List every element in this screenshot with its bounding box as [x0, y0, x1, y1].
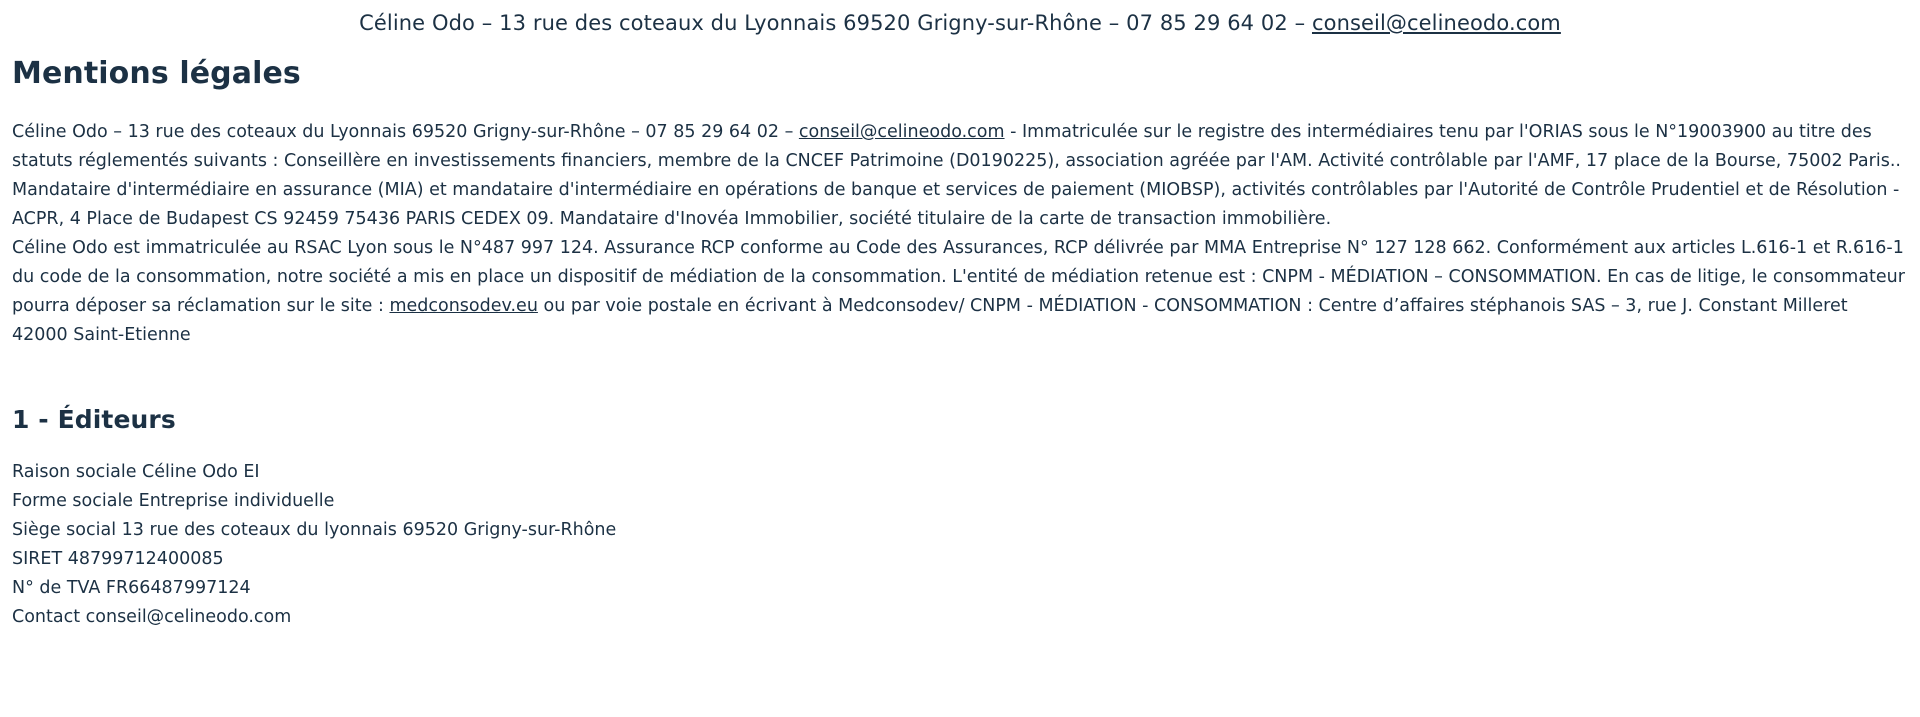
mediation-site-link[interactable]: medconsodev.eu	[389, 296, 538, 316]
list-item: Contact conseil@celineodo.com	[12, 607, 292, 627]
list-item: Siège social 13 rue des coteaux du lyonnais 69520 Grigny-sur-Rhône	[12, 520, 617, 540]
section-spacer	[12, 350, 1908, 404]
mediation-paragraph-text	[12, 234, 1908, 350]
intro-paragraph	[12, 118, 1908, 350]
intro-email-link[interactable]: conseil@celineodo.com	[798, 122, 1005, 142]
list-item: SIRET 48799712400085	[12, 549, 224, 569]
editeurs-info-list	[12, 458, 1908, 632]
contact-email-link[interactable]: conseil@celineodo.com	[1311, 11, 1561, 35]
intro-segment-2: - Immatriculée sur le registre des intermédiaires tenu par l'ORIAS sous le N°19003900 au titre des statuts réglementés suivants : Conseillère en investissements financiers, membre de la CNCEF Patrimoine (D0190225), association agréée par l'AM. Activité contrôlable par l'AMF, 17 place de la Bourse, 75002 Paris.. Mandataire d'intermédiaire en assurance (MIA) et mandataire d'intermédiaire en opérations de banque et services de paiement (MIOBSP), activités contrôlables par l'Autorité de Contrôle Prudentiel et de Résolution - ACPR, 4 Place de Budapest CS 92459 75436 PARIS CEDEX 09. Mandataire d'Inovéa Immobilier, société titulaire de la carte de transaction immobilière.	[12, 122, 1901, 229]
contact-header	[12, 0, 1908, 56]
page-title: Mentions légales	[12, 56, 301, 91]
list-item: Raison sociale Céline Odo EI	[12, 462, 260, 482]
mediation-segment-2: ou par voie postale en écrivant à Medconsodev/ CNPM - MÉDIATION - CONSOMMATION : Centre d’affaires stéphanois SAS – 3, rue J. Constant Milleret 42000 Saint-Etienne	[12, 296, 1848, 345]
section-title-editeurs: 1 - Éditeurs	[12, 405, 176, 434]
list-item: Forme sociale Entreprise individuelle	[12, 491, 335, 511]
intro-paragraph-text	[12, 118, 1908, 234]
mediation-segment-1: Céline Odo est immatriculée au RSAC Lyon sous le N°487 997 124. Assurance RCP conforme au Code des Assurances, RCP délivrée par MMA Entreprise N° 127 128 662. Conformément aux articles L.616-1 et R.616-1 du code de la consommation, notre société a mis en place un dispositif de médiation de la consommation. L'entité de médiation retenue est : CNPM - MÉDIATION – CONSOMMATION. En cas de litige, le consommateur pourra déposer sa réclamation sur le site :	[12, 238, 1905, 316]
contact-header-text: Céline Odo – 13 rue des coteaux du Lyonnais 69520 Grigny-sur-Rhône – 07 85 29 64 02 –	[359, 11, 1312, 35]
list-item: N° de TVA FR66487997124	[12, 578, 251, 598]
intro-segment-1: Céline Odo – 13 rue des coteaux du Lyonnais 69520 Grigny-sur-Rhône – 07 85 29 64 02 –	[12, 122, 799, 142]
